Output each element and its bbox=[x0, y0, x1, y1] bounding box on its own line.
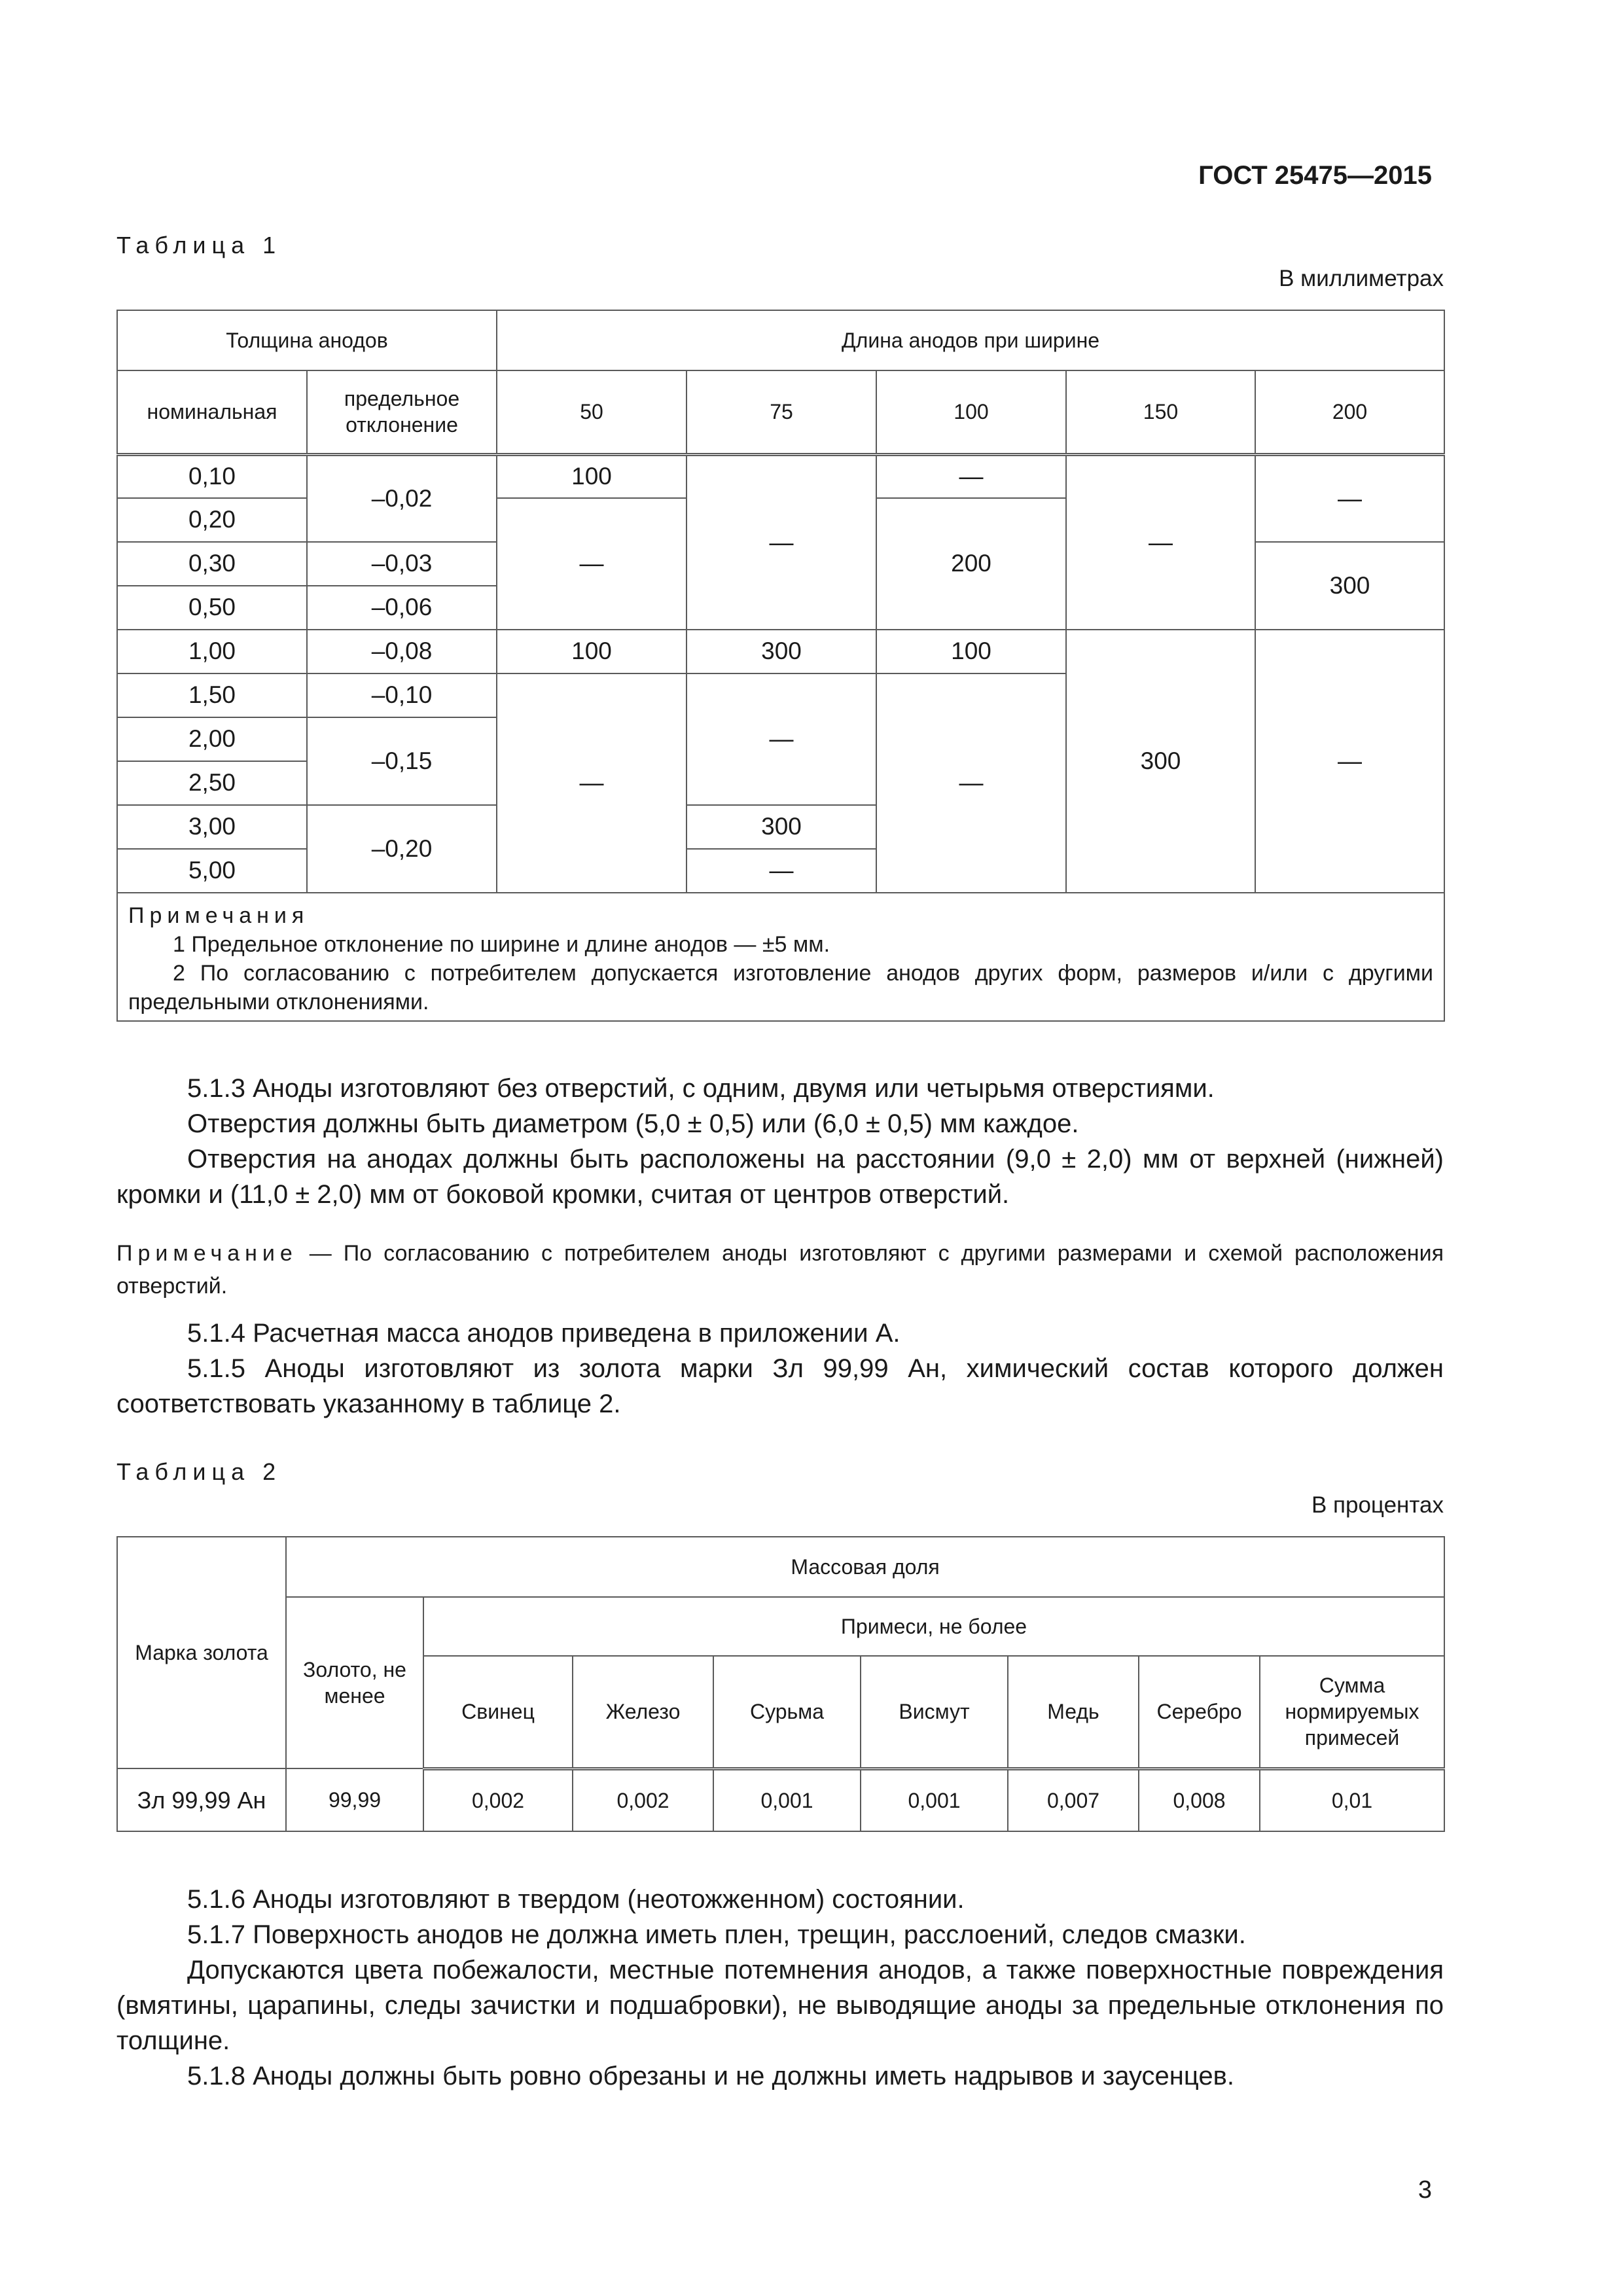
length-cell: — bbox=[876, 454, 1066, 498]
thickness-cell: 0,20 bbox=[117, 498, 307, 542]
impurities-header: Примеси, не более bbox=[423, 1597, 1444, 1656]
paragraph: Отверстия на анодах должны быть расположены на расстоянии (9,0 ± 2,0) мм от верхней (нижней) кромки и (11,0 ± 2,0) мм от боковой кромки, считая от центров отверстий. bbox=[116, 1145, 1444, 1209]
notes-title: Примечания bbox=[128, 903, 310, 928]
length-cell: 100 bbox=[497, 630, 687, 673]
impurity-header: Сумма нормируемых примесей bbox=[1260, 1656, 1444, 1768]
length-cell: — bbox=[1255, 630, 1444, 893]
deviation-header: предельное отклонение bbox=[307, 370, 497, 454]
deviation-cell: –0,06 bbox=[307, 586, 497, 630]
table1-notes bbox=[117, 893, 1444, 1021]
deviation-cell: –0,02 bbox=[307, 454, 497, 542]
note-1: 1 Предельное отклонение по ширине и длине анодов — ±5 мм. bbox=[173, 932, 830, 957]
paragraph: 5.1.8 Аноды должны быть ровно обрезаны и не должны иметь надрывов и заусенцев. bbox=[187, 2062, 1234, 2090]
mass-fraction-header: Массовая доля bbox=[286, 1537, 1444, 1597]
thickness-cell: 1,00 bbox=[117, 630, 307, 673]
thickness-cell: 0,30 bbox=[117, 542, 307, 586]
deviation-cell: –0,10 bbox=[307, 673, 497, 717]
length-cell: — bbox=[876, 673, 1066, 893]
thickness-cell: 1,50 bbox=[117, 673, 307, 717]
thickness-cell: 2,00 bbox=[117, 717, 307, 761]
length-cell: — bbox=[1255, 454, 1444, 542]
deviation-cell: –0,08 bbox=[307, 630, 497, 673]
length-cell: 100 bbox=[497, 454, 687, 498]
width-header: 100 bbox=[876, 370, 1066, 454]
paragraph: 5.1.6 Аноды изготовляют в твердом (неотожженном) состоянии. bbox=[187, 1885, 965, 1914]
table2-units: В процентах bbox=[1311, 1492, 1444, 1518]
sections-5-1-4-5 bbox=[116, 1316, 1444, 1422]
paragraph: 5.1.7 Поверхность анодов не должна иметь плен, трещин, расслоений, следов смазки. bbox=[187, 1920, 1246, 1949]
impurity-header: Медь bbox=[1008, 1656, 1139, 1768]
grade-header: Марка золота bbox=[117, 1537, 286, 1768]
impurity-cell: 0,007 bbox=[1008, 1768, 1139, 1831]
document-header: ГОСТ 25475—2015 bbox=[1198, 161, 1432, 190]
length-cell: 100 bbox=[876, 630, 1066, 673]
deviation-cell: –0,20 bbox=[307, 805, 497, 893]
impurity-cell: 0,001 bbox=[713, 1768, 861, 1831]
width-header: 200 bbox=[1255, 370, 1444, 454]
thickness-header: Толщина анодов bbox=[117, 310, 497, 370]
length-cell: — bbox=[497, 673, 687, 893]
impurity-header: Свинец bbox=[423, 1656, 573, 1768]
paragraph: 5.1.5 Аноды изготовляют из золота марки Зл 99,99 Ан, химический состав которого должен соответствовать указанному в таблице 2. bbox=[116, 1354, 1444, 1418]
impurity-cell: 0,002 bbox=[573, 1768, 713, 1831]
grade-cell: Зл 99,99 Ан bbox=[117, 1768, 286, 1831]
length-cell: 300 bbox=[687, 630, 876, 673]
impurity-cell: 0,008 bbox=[1139, 1768, 1260, 1831]
paragraph: Отверстия должны быть диаметром (5,0 ± 0,5) или (6,0 ± 0,5) мм каждое. bbox=[187, 1109, 1079, 1138]
impurity-cell: 0,002 bbox=[423, 1768, 573, 1831]
length-cell: — bbox=[687, 454, 876, 630]
table1-units: В миллиметрах bbox=[1279, 266, 1444, 291]
paragraph: 5.1.3 Аноды изготовляют без отверстий, с одним, двумя или четырьмя отверстиями. bbox=[187, 1074, 1215, 1103]
page-number: 3 bbox=[1418, 2176, 1432, 2204]
sections-5-1-6-8 bbox=[116, 1882, 1444, 2094]
table-1 bbox=[116, 310, 1445, 1022]
note-label: Примечание bbox=[116, 1241, 298, 1266]
section-5-1-3 bbox=[116, 1071, 1444, 1212]
length-cell: 300 bbox=[687, 805, 876, 849]
thickness-cell: 5,00 bbox=[117, 849, 307, 893]
impurity-header: Висмут bbox=[861, 1656, 1008, 1768]
gold-cell: 99,99 bbox=[286, 1768, 423, 1831]
width-header: 50 bbox=[497, 370, 687, 454]
length-cell: 300 bbox=[1066, 630, 1255, 893]
thickness-cell: 0,50 bbox=[117, 586, 307, 630]
impurity-cell: 0,01 bbox=[1260, 1768, 1444, 1831]
deviation-cell: –0,15 bbox=[307, 717, 497, 805]
note-2: 2 По согласованию с потребителем допускается изготовление анодов других форм, размеров и/или с другими предельными отклонениями. bbox=[128, 961, 1434, 1014]
table-2 bbox=[116, 1536, 1445, 1832]
length-cell: — bbox=[687, 673, 876, 805]
note-5-1-3 bbox=[116, 1237, 1444, 1302]
length-cell: 200 bbox=[876, 498, 1066, 630]
impurity-header: Сурьма bbox=[713, 1656, 861, 1768]
impurity-header: Железо bbox=[573, 1656, 713, 1768]
width-header: 150 bbox=[1066, 370, 1255, 454]
gold-header: Золото, не менее bbox=[286, 1597, 423, 1768]
nominal-header: номинальная bbox=[117, 370, 307, 454]
note-text: — По согласованию с потребителем аноды изготовляют с другими размерами и схемой расположения отверстий. bbox=[116, 1241, 1444, 1299]
length-cell: — bbox=[687, 849, 876, 893]
impurity-cell: 0,001 bbox=[861, 1768, 1008, 1831]
deviation-cell: –0,03 bbox=[307, 542, 497, 586]
paragraph: 5.1.4 Расчетная масса анодов приведена в приложении А. bbox=[187, 1319, 901, 1348]
length-cell: — bbox=[1066, 454, 1255, 630]
table1-label: Таблица 1 bbox=[116, 232, 282, 259]
length-header: Длина анодов при ширине bbox=[497, 310, 1444, 370]
length-cell: 300 bbox=[1255, 542, 1444, 630]
width-header: 75 bbox=[687, 370, 876, 454]
table2-label: Таблица 2 bbox=[116, 1458, 282, 1485]
thickness-cell: 2,50 bbox=[117, 761, 307, 805]
paragraph: Допускаются цвета побежалости, местные потемнения анодов, а также поверхностные повреждения (вмятины, царапины, следы зачистки и подшабровки), не выводящие аноды за предельные отклонения по толщине. bbox=[116, 1956, 1444, 2055]
impurity-header: Серебро bbox=[1139, 1656, 1260, 1768]
thickness-cell: 3,00 bbox=[117, 805, 307, 849]
thickness-cell: 0,10 bbox=[117, 454, 307, 498]
length-cell: — bbox=[497, 498, 687, 630]
